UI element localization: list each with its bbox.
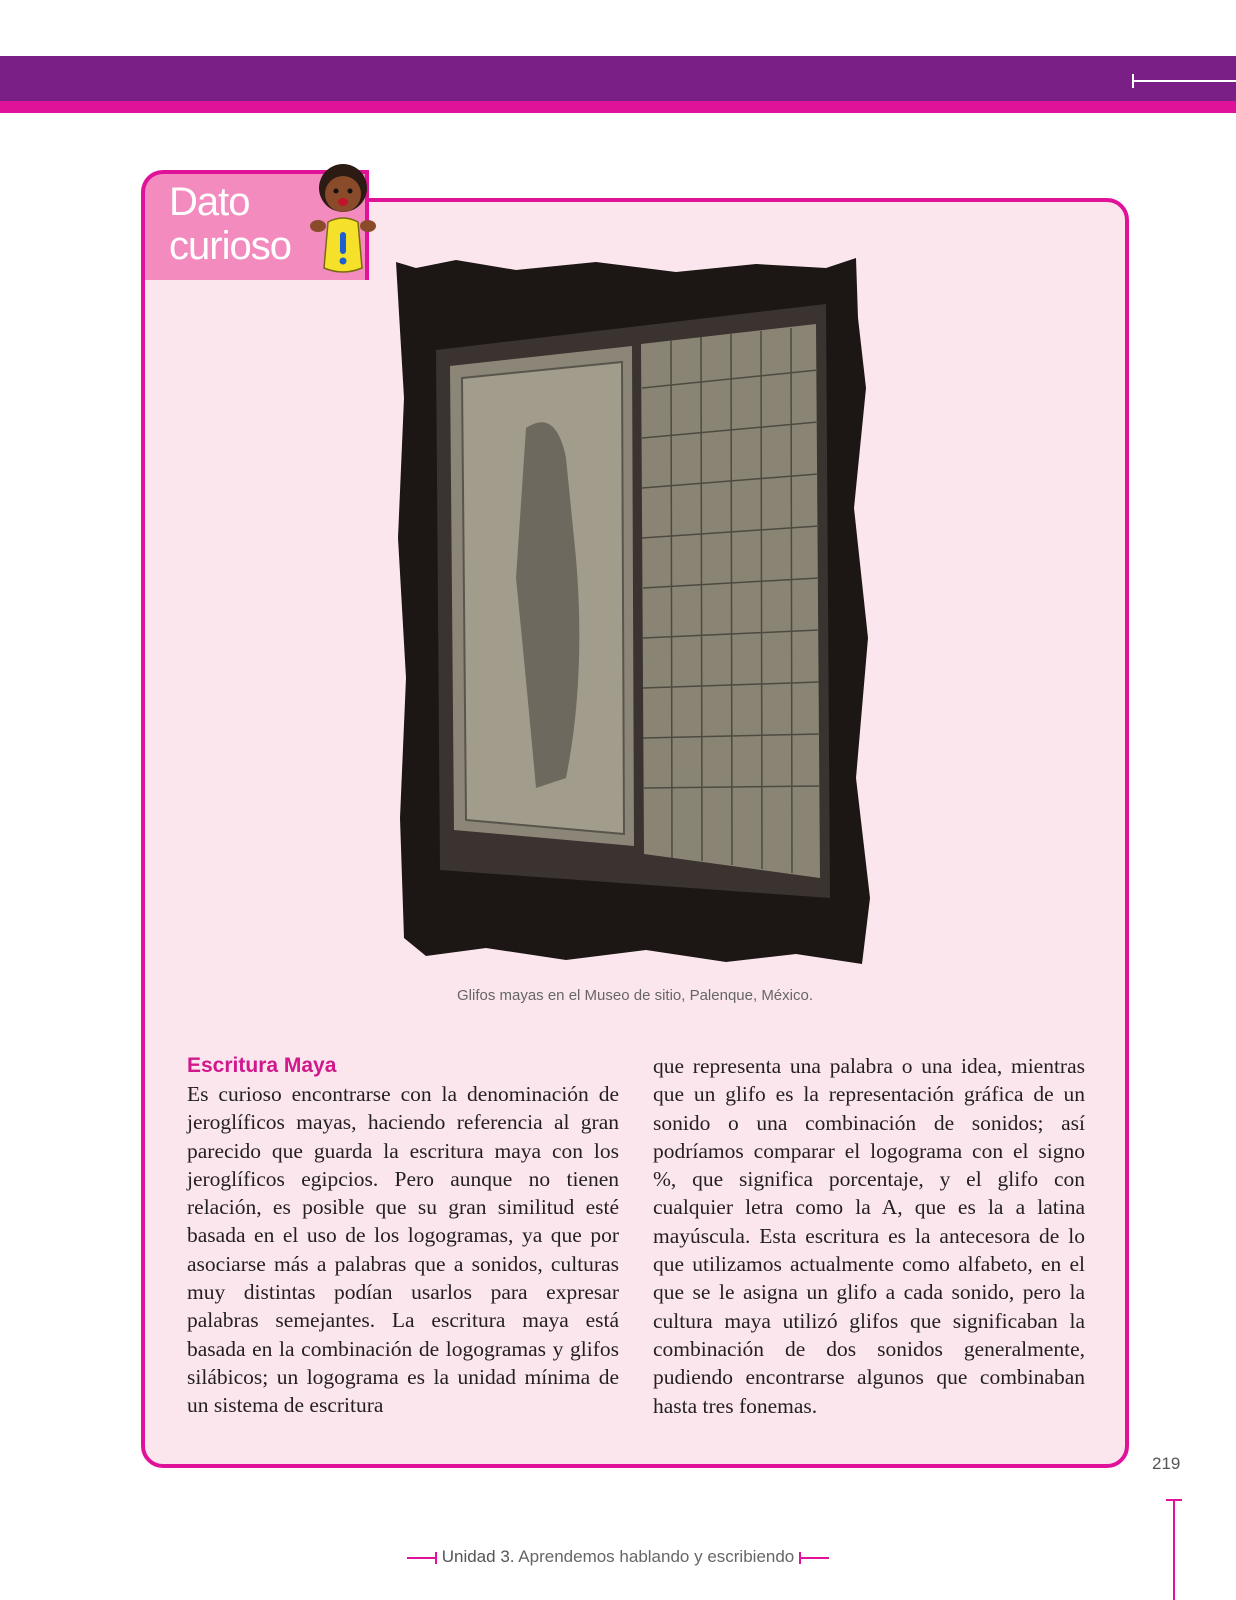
kid-mascot-icon — [306, 162, 380, 288]
tab-title-line2: curioso — [169, 224, 291, 268]
article-text-right: que representa una palabra o una idea, mientras que un glifo es la representación gráfica de un sonido o una combinación de sonidos; así podríamos comparar el logograma con el signo %, que significa porcentaje, y el glifo con cualquier letra como la A, que es la a latina mayúscula. Esta escritura es la antecesora de lo que utilizamos actualmente como alfabeto, en el que se le asigna un glifo a cada sonido, pero la cultura maya utilizó glifos que significaban la combinación de dos sonidos generalmente, pudiendo encontrarse algunos que combinaban hasta tres fonemas. — [653, 1054, 1085, 1418]
maya-glyphs-photo — [396, 258, 874, 964]
footer — [0, 1547, 1236, 1567]
header-rule-cap — [1132, 74, 1134, 88]
photo-caption: Glifos mayas en el Museo de sitio, Palenque, México. — [456, 987, 813, 1004]
header-band — [0, 56, 1236, 101]
tab-title-line1: Dato — [169, 180, 250, 224]
article-heading: Escritura Maya — [187, 1054, 337, 1077]
article-column-right — [653, 1052, 1085, 1420]
article-column-left — [187, 1052, 619, 1420]
footer-bar-left — [407, 1557, 437, 1559]
header-stripe — [0, 101, 1236, 113]
article-text-left: Es curioso encontrarse con la denominación de jeroglíficos mayas, haciendo referencia al gran parecido que guarda la escritura maya con los jeroglíficos egipcios. Pero aunque no tienen relación, es posible que su gran similitud esté basada en el uso de los logogramas, ya que por asociarse más a palabras que a sonidos, culturas muy distintas podían usarlos para expresar palabras semejantes. La escritura maya está basada en la combinación de logogramas y glifos silábicos; un logograma es la unidad mínima de un sistema de escritura — [187, 1082, 619, 1418]
page-number: 219 — [1152, 1454, 1181, 1473]
tab-title — [169, 180, 329, 268]
header-rule — [1132, 80, 1236, 82]
footer-title: Aprendemos hablando y escribiendo — [518, 1547, 795, 1566]
footer-unit: Unidad 3. — [441, 1547, 515, 1566]
footer-bar-right — [799, 1557, 829, 1559]
